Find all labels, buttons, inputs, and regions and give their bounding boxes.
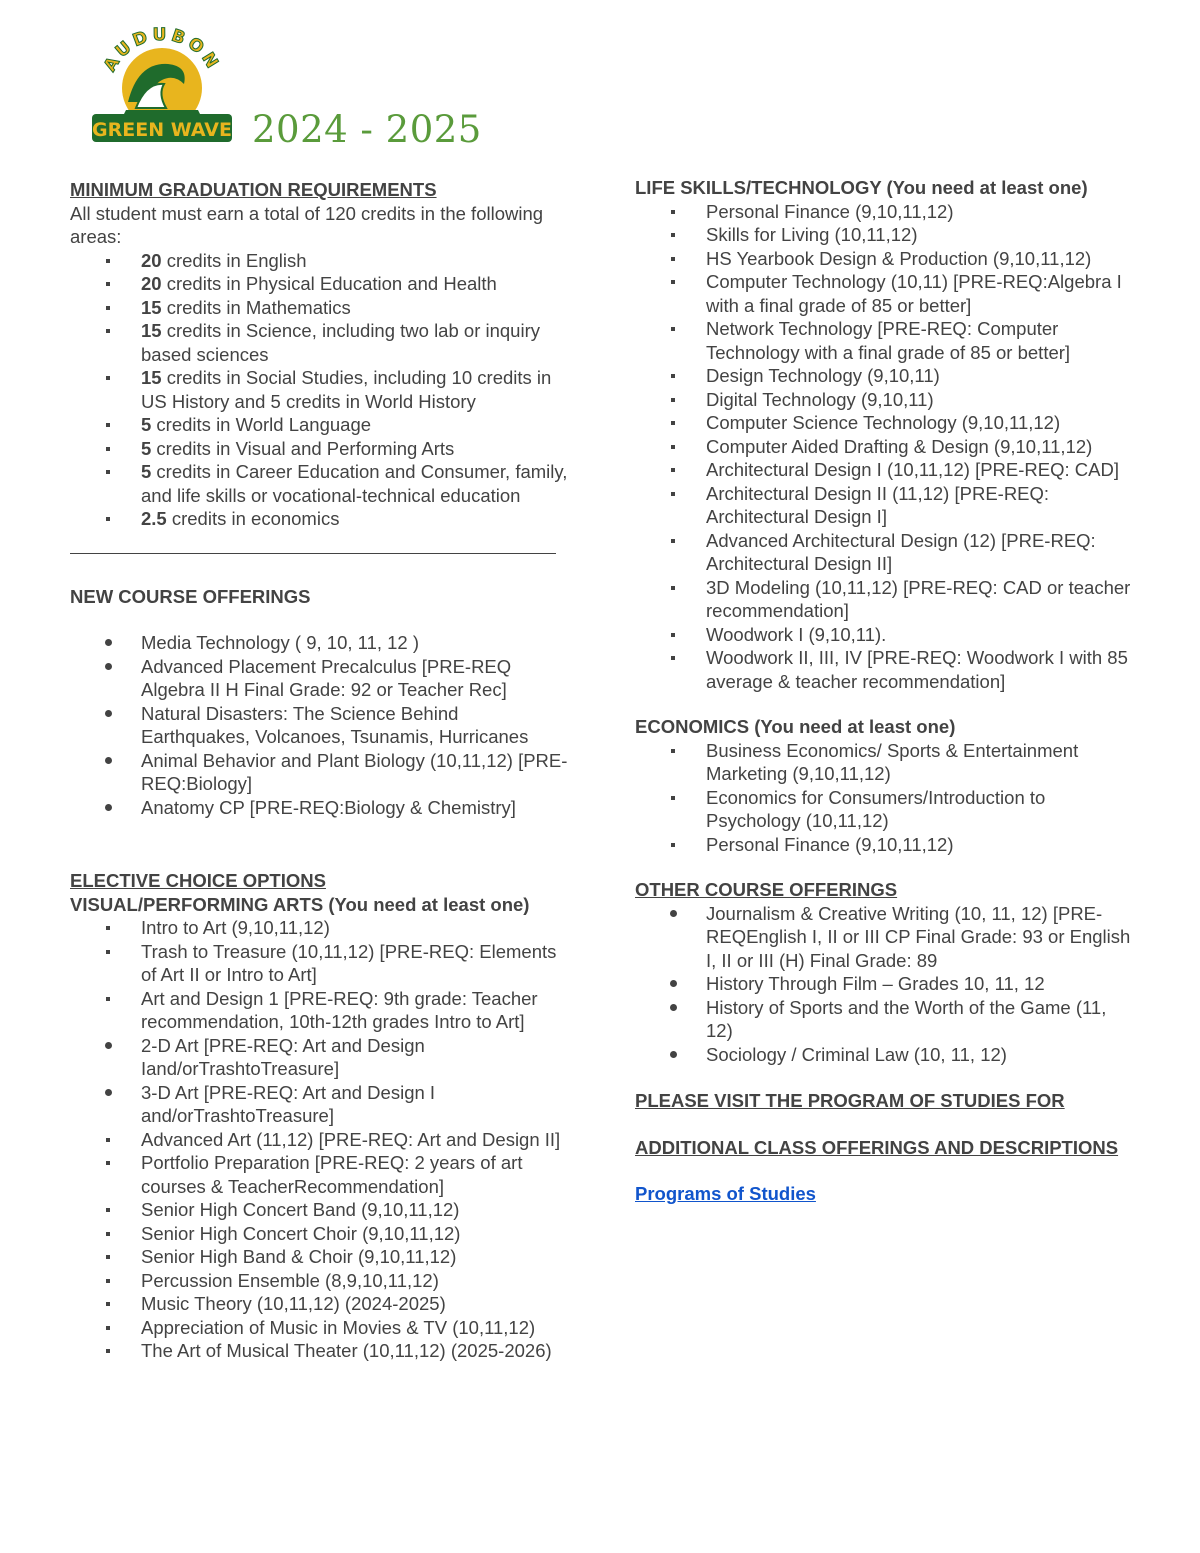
list-item: Personal Finance (9,10,11,12) <box>706 833 954 855</box>
programs-of-studies-link[interactable]: Programs of Studies <box>635 1183 816 1204</box>
min-grad-list <box>70 249 570 531</box>
list-item: Natural Disasters: The Science Behind Earthquakes, Volcanoes, Tsunamis, Hurricanes <box>141 702 529 747</box>
list-item: Music Theory (10,11,12) (2024-2025) <box>141 1293 446 1314</box>
visual-arts-list <box>70 916 570 1363</box>
list-item: 2.5 credits in economics <box>141 508 340 529</box>
visit-program-line2: ADDITIONAL CLASS OFFERINGS AND DESCRIPTIONS <box>635 1136 1119 1158</box>
list-item: 15 credits in Mathematics <box>141 296 351 318</box>
list-item: 15 credits in Social Studies, including 10 credits in US History and 5 credits in World History <box>141 367 552 412</box>
left-column <box>70 178 570 1363</box>
list-item: Network Technology [PRE-REQ: Computer Technology with a final grade of 85 or better] <box>706 318 1071 363</box>
list-item: Woodwork I (9,10,11). <box>706 623 887 645</box>
list-item: Portfolio Preparation [PRE-REQ: 2 years of art courses & TeacherRecommendation] <box>141 1152 523 1197</box>
school-year: 2024 - 2025 <box>252 108 482 151</box>
list-item: Business Economics/ Sports & Entertainment Marketing (9,10,11,12) <box>706 739 1079 784</box>
list-item: Digital Technology (9,10,11) <box>706 388 934 410</box>
list-item: Skills for Living (10,11,12) <box>706 224 918 245</box>
min-grad-intro: All student must earn a total of 120 credits in the following areas: <box>70 202 544 247</box>
list-item: Senior High Concert Band (9,10,11,12) <box>141 1199 460 1220</box>
list-item: Architectural Design I (10,11,12) [PRE-REQ: CAD] <box>706 459 1119 480</box>
list-item: Journalism & Creative Writing (10, 11, 12) [PRE-REQEnglish I, II or III CP Final Grade: 93 or English I, II or III (H) Final Grade: 89 <box>706 902 1131 971</box>
list-item: Personal Finance (9,10,11,12) <box>706 200 954 222</box>
other-courses-title: OTHER COURSE OFFERINGS <box>635 879 898 900</box>
list-item: History Through Film – Grades 10, 11, 12 <box>706 973 1045 994</box>
economics-title: ECONOMICS (You need at least one) <box>635 716 956 737</box>
list-item: Computer Science Technology (9,10,11,12) <box>706 412 1061 433</box>
life-skills-list <box>635 200 1135 694</box>
list-item: HS Yearbook Design & Production (9,10,11,12) <box>706 247 1092 269</box>
visual-arts-subtitle: VISUAL/PERFORMING ARTS (You need at least one) <box>70 893 530 915</box>
list-item: Senior High Concert Choir (9,10,11,12) <box>141 1222 461 1244</box>
other-courses-list <box>635 902 1135 1067</box>
right-column <box>635 176 1135 1206</box>
list-item: 5 credits in Career Education and Consumer, family, and life skills or vocational-technical education <box>141 461 568 506</box>
list-item: Economics for Consumers/Introduction to Psychology (10,11,12) <box>706 786 1046 831</box>
list-item: Sociology / Criminal Law (10, 11, 12) <box>706 1043 1007 1065</box>
visit-program-line1: PLEASE VISIT THE PROGRAM OF STUDIES FOR <box>635 1090 1065 1111</box>
list-item: 3D Modeling (10,11,12) [PRE-REQ: CAD or teacher recommendation] <box>706 576 1131 621</box>
list-item: 2-D Art [PRE-REQ: Art and Design Iand/orTrashtoTreasure] <box>141 1034 425 1079</box>
list-item: Computer Technology (10,11) [PRE-REQ:Algebra I with a final grade of 85 or better] <box>706 271 1122 316</box>
economics-list <box>635 739 1135 857</box>
list-item: Animal Behavior and Plant Biology (10,11,12) [PRE-REQ:Biology] <box>141 749 568 794</box>
list-item: Architectural Design II (11,12) [PRE-REQ: Architectural Design I] <box>706 482 1050 527</box>
list-item: Media Technology ( 9, 10, 11, 12 ) <box>141 632 420 653</box>
list-item: Anatomy CP [PRE-REQ:Biology & Chemistry] <box>141 796 516 818</box>
list-item: 20 credits in Physical Education and Health <box>141 273 497 294</box>
list-item: 5 credits in Visual and Performing Arts <box>141 437 455 459</box>
list-item: 5 credits in World Language <box>141 414 372 435</box>
list-item: History of Sports and the Worth of the Game (11, 12) <box>706 996 1107 1041</box>
list-item: Woodwork II, III, IV [PRE-REQ: Woodwork I with 85 average & teacher recommendation] <box>706 647 1128 692</box>
list-item: Design Technology (9,10,11) <box>706 365 940 386</box>
list-item: Advanced Architectural Design (12) [PRE-REQ: Architectural Design II] <box>706 529 1096 574</box>
elective-title: ELECTIVE CHOICE OPTIONS <box>70 870 326 891</box>
list-item: Advanced Art (11,12) [PRE-REQ: Art and Design II] <box>141 1128 561 1150</box>
list-item: 20 credits in English <box>141 249 307 271</box>
min-grad-title: MINIMUM GRADUATION REQUIREMENTS <box>70 179 437 200</box>
life-skills-title: LIFE SKILLS/TECHNOLOGY (You need at least one) <box>635 177 1088 198</box>
list-item: 15 credits in Science, including two lab or inquiry based sciences <box>141 320 540 365</box>
list-item: Appreciation of Music in Movies & TV (10,11,12) <box>141 1316 536 1338</box>
new-courses-list <box>70 631 570 819</box>
new-courses-title: NEW COURSE OFFERINGS <box>70 585 311 607</box>
list-item: Computer Aided Drafting & Design (9,10,11,12) <box>706 435 1093 457</box>
list-item: Advanced Placement Precalculus [PRE-REQ Algebra II H Final Grade: 92 or Teacher Rec] <box>141 655 512 700</box>
audubon-green-wave-logo <box>88 22 236 146</box>
list-item: Percussion Ensemble (8,9,10,11,12) <box>141 1269 439 1291</box>
list-item: Intro to Art (9,10,11,12) <box>141 917 330 938</box>
list-item: 3-D Art [PRE-REQ: Art and Design I and/orTrashtoTreasure] <box>141 1081 436 1126</box>
list-item: Art and Design 1 [PRE-REQ: 9th grade: Teacher recommendation, 10th-12th grades Intro to Art] <box>141 987 538 1032</box>
divider <box>70 553 556 554</box>
list-item: Trash to Treasure (10,11,12) [PRE-REQ: Elements of Art II or Intro to Art] <box>141 940 557 985</box>
svg-text:GREEN WAVE: GREEN WAVE <box>92 119 232 141</box>
list-item: The Art of Musical Theater (10,11,12) (2025-2026) <box>141 1340 552 1361</box>
svg-text:AUDUBON: AUDUBON <box>100 24 224 76</box>
list-item: Senior High Band & Choir (9,10,11,12) <box>141 1246 457 1267</box>
